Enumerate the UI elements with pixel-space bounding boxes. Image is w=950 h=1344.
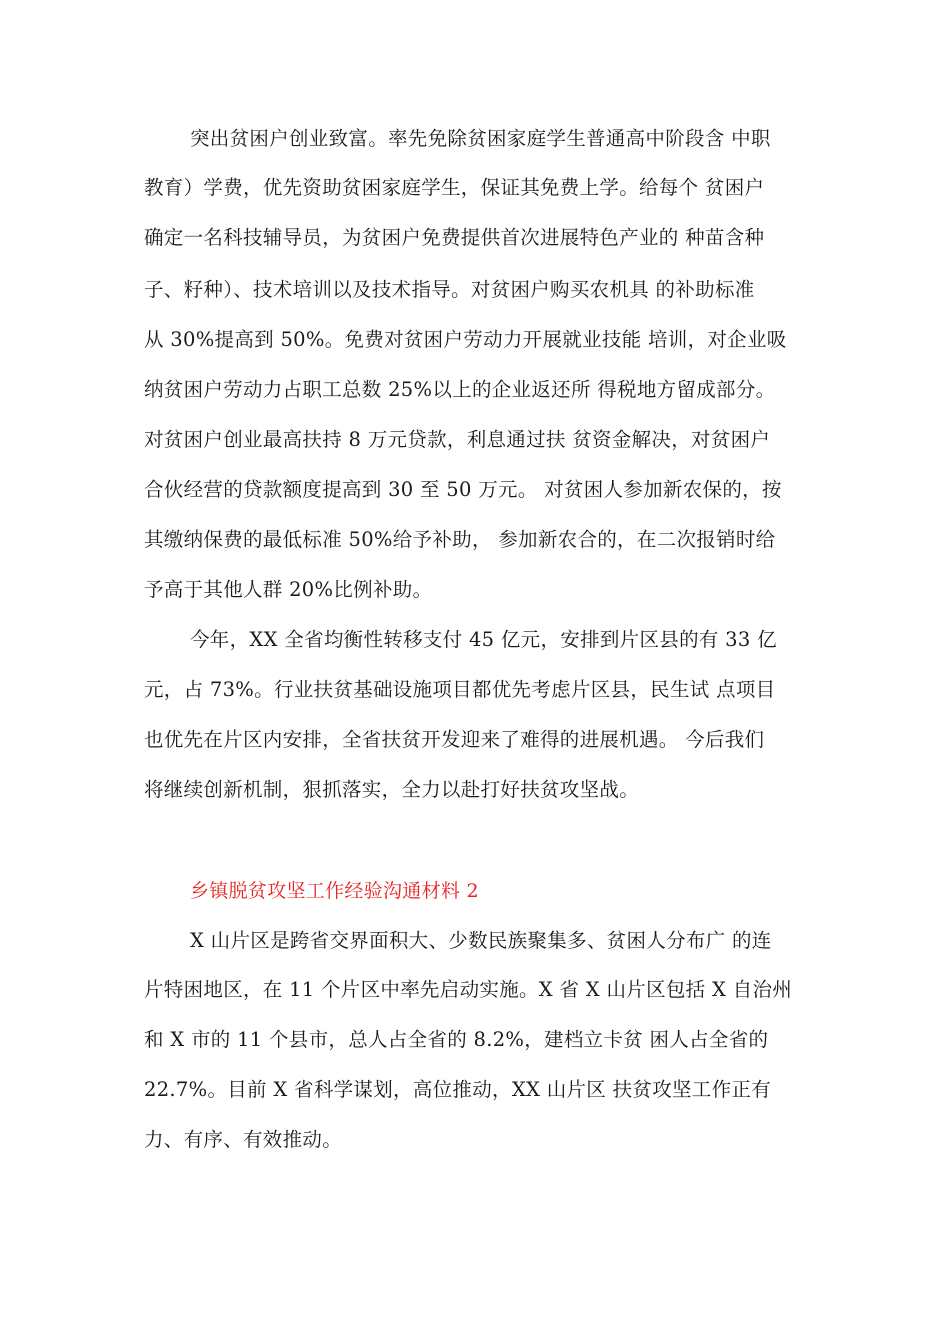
paragraph-line: 合伙经营的贷款额度提高到 30 至 50 万元。 对贫困人参加新农保的，按 bbox=[144, 478, 782, 501]
paragraph-line: 和 X 市的 11 个县市，总人占全省的 8.2%，建档立卡贫 困人占全省的 bbox=[144, 1028, 769, 1051]
paragraph-line: 对贫困户创业最高扶持 8 万元贷款，利息通过扶 贫资金解决，对贫困户 bbox=[144, 428, 771, 451]
paragraph-line: 从 30%提高到 50%。免费对贫困户劳动力开展就业技能 培训，对企业吸 bbox=[144, 328, 787, 351]
paragraph-line: 教育）学费，优先资助贫困家庭学生，保证其免费上学。给每个 贫困户 bbox=[144, 176, 765, 199]
paragraph-line: 将继续创新机制，狠抓落实，全力以赴打好扶贫攻坚战。 bbox=[144, 778, 640, 801]
section-heading: 乡镇脱贫攻坚工作经验沟通材料 2 bbox=[190, 880, 479, 902]
paragraph-line: 片特困地区，在 11 个片区中率先启动实施。X 省 X 山片区包括 X 自治州 bbox=[144, 978, 793, 1001]
paragraph-line: 也优先在片区内安排，全省扶贫开发迎来了难得的进展机遇。 今后我们 bbox=[144, 728, 765, 751]
paragraph-line: 突出贫困户创业致富。率先免除贫困家庭学生普通高中阶段含 中职 bbox=[190, 127, 771, 150]
paragraph-line: 子、籽种）、技术培训以及技术指导。对贫困户购买农机具 的补助标准 bbox=[144, 278, 755, 301]
paragraph-line: 元，占 73%。行业扶贫基础设施项目都优先考虑片区县，民生试 点项目 bbox=[144, 678, 776, 701]
paragraph-line: 力、有序、有效推动。 bbox=[144, 1128, 343, 1151]
paragraph-line: 今年，XX 全省均衡性转移支付 45 亿元，安排到片区县的有 33 亿 bbox=[190, 628, 777, 651]
paragraph-line: 22.7%。目前 X 省科学谋划，高位推动，XX 山片区 扶贫攻坚工作正有 bbox=[144, 1078, 771, 1101]
paragraph-line: 予高于其他人群 20%比例补助。 bbox=[144, 578, 433, 601]
paragraph-line: 确定一名科技辅导员，为贫困户免费提供首次进展特色产业的 种苗含种 bbox=[144, 226, 765, 249]
paragraph-line: 其缴纳保费的最低标准 50%给予补助， 参加新农合的，在二次报销时给 bbox=[144, 528, 776, 551]
paragraph-line: X 山片区是跨省交界面积大、少数民族聚集多、贫困人分布广 的连 bbox=[190, 929, 772, 952]
paragraph-line: 纳贫困户劳动力占职工总数 25%以上的企业返还所 得税地方留成部分。 bbox=[144, 378, 776, 401]
